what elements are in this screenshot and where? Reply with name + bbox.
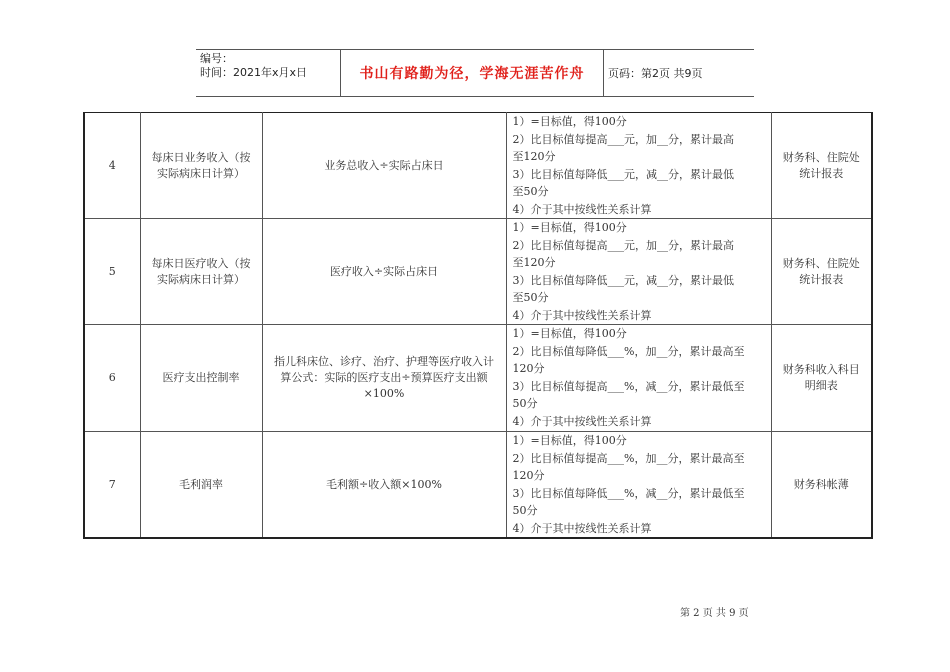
scoring-rule-line: 50分 xyxy=(512,504,538,517)
scoring-rules-cell xyxy=(506,113,771,219)
scoring-rule-line: 1）=目标值，得100分 xyxy=(512,115,627,128)
scoring-rule-line: 至50分 xyxy=(512,185,549,198)
formula-cell: 医疗收入÷实际占床日 xyxy=(262,219,506,325)
table-row xyxy=(84,325,872,432)
data-source-cell: 财务科收入科目明细表 xyxy=(771,325,872,432)
formula-cell: 毛利额÷收入额×100% xyxy=(262,432,506,539)
indicator-table-body xyxy=(84,113,872,539)
scoring-rule-line: 4）介于其中按线性关系计算 xyxy=(512,202,652,216)
data-source-cell: 财务科、住院处统计报表 xyxy=(771,219,872,325)
data-source-cell: 财务科、住院处统计报表 xyxy=(771,113,872,219)
scoring-rule-line: 4）介于其中按线性关系计算 xyxy=(512,521,652,535)
indicator-name-cell: 每床日医疗收入（按实际病床日计算） xyxy=(140,219,262,325)
row-index-cell: 7 xyxy=(84,432,140,539)
scoring-rule-line: 2）比目标值每提高___%，加__分，累计最高至 xyxy=(512,451,745,465)
page-header xyxy=(196,49,754,97)
scoring-rule-line: 3）比目标值每降低___元，减__分，累计最低 xyxy=(512,167,734,181)
table-row xyxy=(84,219,872,325)
header-motto: 书山有路勤为径，学海无涯苦作舟 xyxy=(340,50,604,96)
scoring-rule-line: 3）比目标值每提高___%，减__分，累计最低至 xyxy=(512,379,745,393)
document-time-label: 时间：2021年x月x日 xyxy=(200,66,308,79)
scoring-rule-line: 4）介于其中按线性关系计算 xyxy=(512,308,652,322)
scoring-rule-line: 4）介于其中按线性关系计算 xyxy=(512,414,652,428)
table-row xyxy=(84,432,872,539)
scoring-rules-cell xyxy=(506,325,771,432)
table-row xyxy=(84,113,872,219)
data-source-cell: 财务科帐薄 xyxy=(771,432,872,539)
scoring-rule-line: 至120分 xyxy=(512,150,556,163)
scoring-rule-line: 1）=目标值，得100分 xyxy=(512,434,627,447)
scoring-rule-line: 2）比目标值每提高___元，加__分，累计最高 xyxy=(512,132,734,146)
scoring-rule-line: 至50分 xyxy=(512,291,549,304)
scoring-rules-cell xyxy=(506,432,771,539)
formula-cell: 指儿科床位、诊疗、治疗、护理等医疗收入计算公式：实际的医疗支出÷预算医疗支出额×100% xyxy=(262,325,506,432)
header-page-code: 页码：第2页 共9页 xyxy=(608,67,703,80)
formula-cell: 业务总收入÷实际占床日 xyxy=(262,113,506,219)
row-index-cell: 5 xyxy=(84,219,140,325)
indicator-name-cell: 医疗支出控制率 xyxy=(140,325,262,432)
scoring-rule-line: 至120分 xyxy=(512,256,556,269)
scoring-rule-line: 2）比目标值每降低___%，加__分，累计最高至 xyxy=(512,344,745,358)
header-meta xyxy=(200,50,342,96)
indicator-name-cell: 毛利润率 xyxy=(140,432,262,539)
scoring-rule-line: 2）比目标值每提高___元，加__分，累计最高 xyxy=(512,238,734,252)
scoring-rule-line: 50分 xyxy=(512,397,538,410)
scoring-rule-line: 1）=目标值，得100分 xyxy=(512,327,627,340)
scoring-rules-cell xyxy=(506,219,771,325)
row-index-cell: 6 xyxy=(84,325,140,432)
scoring-rule-line: 3）比目标值每降低___%，减__分，累计最低至 xyxy=(512,486,745,500)
scoring-rule-line: 120分 xyxy=(512,469,545,482)
indicator-table xyxy=(83,112,873,539)
indicator-name-cell: 每床日业务收入（按实际病床日计算） xyxy=(140,113,262,219)
document-number-label: 编号： xyxy=(200,52,233,65)
scoring-rule-line: 1）=目标值，得100分 xyxy=(512,221,627,234)
scoring-rule-line: 3）比目标值每降低___元，减__分，累计最低 xyxy=(512,273,734,287)
page-footer: 第 2 页 共 9 页 xyxy=(680,608,749,619)
scoring-rule-line: 120分 xyxy=(512,362,545,375)
row-index-cell: 4 xyxy=(84,113,140,219)
